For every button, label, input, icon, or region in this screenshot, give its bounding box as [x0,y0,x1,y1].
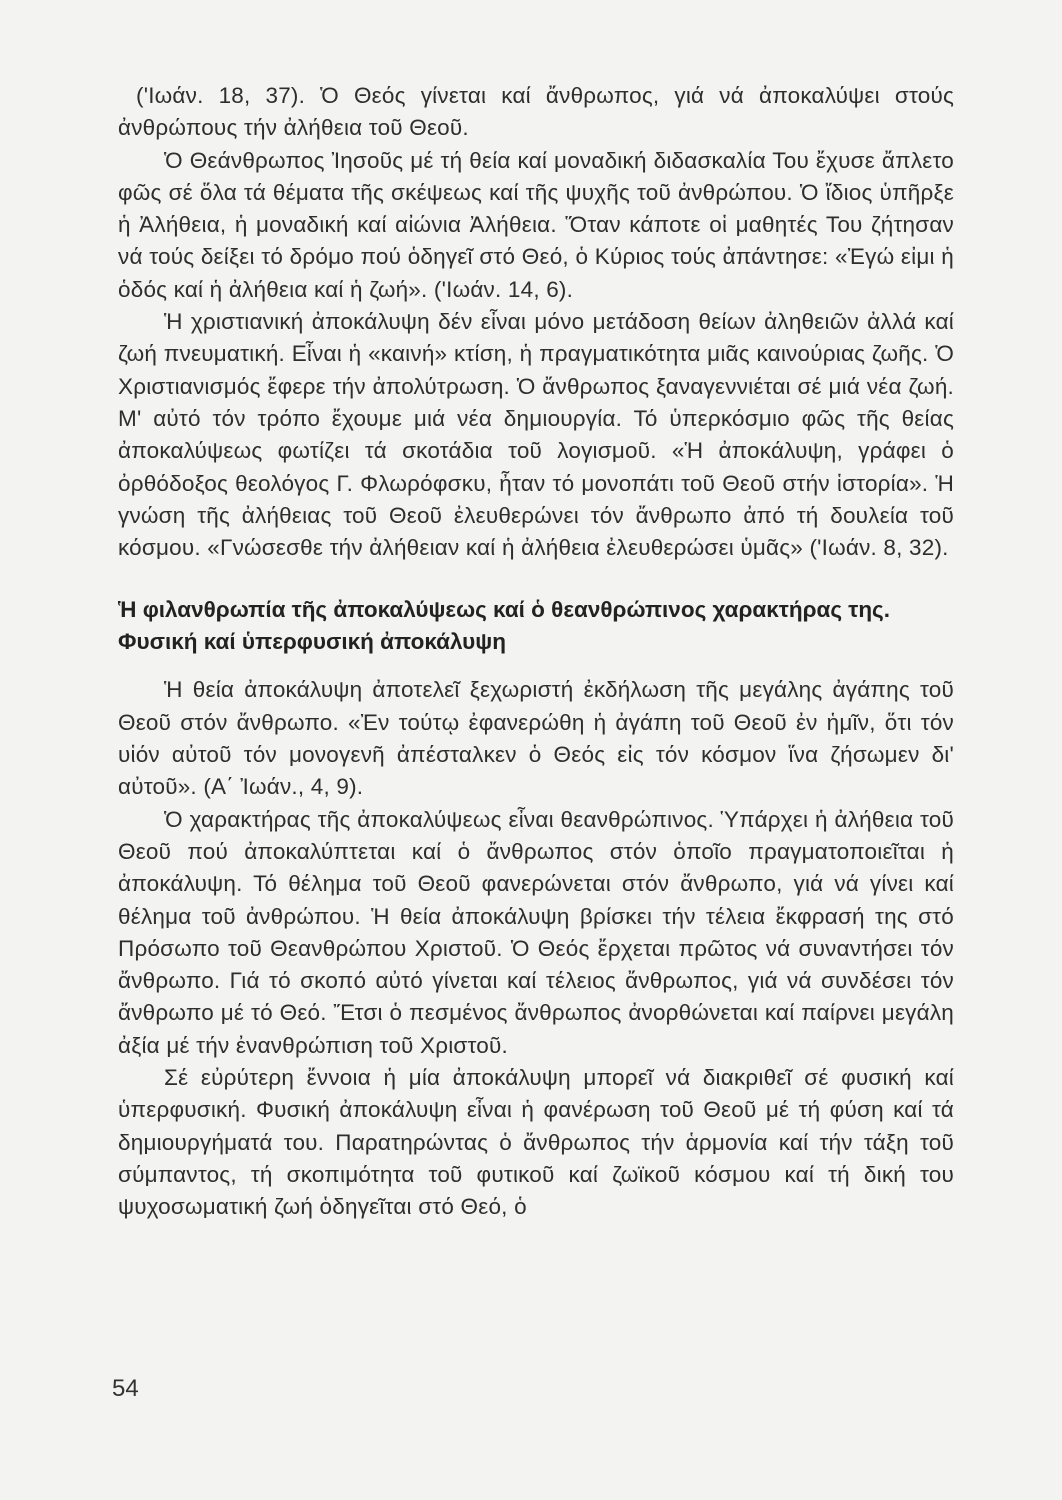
section-heading-line-2: Φυσική καί ὑπερφυσική ἀποκάλυψη [118,629,506,655]
paragraph-1: ('Ιωάν. 18, 37). Ὁ Θεός γίνεται καί ἄνθρωπος, γιά νά ἀποκαλύψει στούς ἀνθρώπους τήν ἀλήθεια τοῦ Θεοῦ. [118,83,954,141]
section-heading-line-1: Ἡ φιλανθρωπία τῆς ἀποκαλύψεως καί ὁ θεανθρώπινος χαρακτήρας της. [118,597,891,623]
spacer [118,658,954,674]
page-number: 54 [112,1375,139,1402]
paragraph-5: Ὁ χαρακτήρας τῆς ἀποκαλύψεως εἶναι θεανθρώπινος. Ὑπάρχει ἡ ἀλήθεια τοῦ Θεοῦ πού ἀποκαλύπτεται καί ὁ ἄνθρωπος στόν ὁποῖο πραγματοποιεῖται ἡ ἀποκάλυψη. Τό θέλημα τοῦ Θεοῦ φανερώνεται στόν ἄνθρωπο, γιά νά γίνει καί θέλημα τοῦ ἀνθρώπου. Ἡ θεία ἀποκάλυψη βρίσκει τήν τέλεια ἔκφρασή της στό Πρόσωπο τοῦ Θεανθρώπου Χριστοῦ. Ὁ Θεός ἔρχεται πρῶτος νά συναντήσει τόν ἄνθρωπο. Γιά τό σκοπό αὐτό γίνεται καί τέλειος ἄνθρωπος, γιά νά συνδέσει τόν ἄνθρωπο μέ τό Θεό. Ἔτσι ὁ πεσμένος ἄνθρωπος ἀνορθώνεται καί παίρνει μεγάλη ἀξία μέ τήν ἐνανθρώπιση τοῦ Χριστοῦ. [118,806,954,1058]
paragraph-4: Ἡ θεία ἀποκάλυψη ἀποτελεῖ ξεχωριστή ἐκδήλωση τῆς μεγάλης ἀγάπης τοῦ Θεοῦ στόν ἄνθρωπο. «Ἐν τούτῳ ἐφανερώθη ἡ ἀγάπη τοῦ Θεοῦ ἐν ἡμῖν, ὅτι τόν υἱόν αὐτοῦ τόν μονογενῆ ἀπέσταλκεν ὁ Θεός εἰς τόν κόσμον ἵνα ζήσωμεν δι' αὐτοῦ». (Α΄ Ἰωάν., 4, 9). [118,677,954,800]
spacer [118,564,954,594]
paragraph-3: Ἡ χριστιανική ἀποκάλυψη δέν εἶναι μόνο μετάδοση θείων ἀληθειῶν ἀλλά καί ζωή πνευματική. Εἶναι ἡ «καινή» κτίση, ἡ πραγματικότητα μιᾶς καινούριας ζωῆς. Ὁ Χριστιανισμός ἔφερε τήν ἀπολύτρωση. Ὁ ἄνθρωπος ξαναγεννιέται σέ μιά νέα ζωή. Μ' αὐτό τόν τρόπο ἔχουμε μιά νέα δημιουργία. Τό ὑπερκόσμιο φῶς τῆς θείας ἀποκαλύψεως φωτίζει τά σκοτάδια τοῦ λογισμοῦ. «Ἡ ἀποκάλυψη, γράφει ὁ ὀρθόδοξος θεολόγος Γ. Φλωρόφσκυ, ἦταν τό μονοπάτι τοῦ Θεοῦ στήν ἱστορία». Ἡ γνώση τῆς ἀλήθειας τοῦ Θεοῦ ἐλευθερώνει τόν ἄνθρωπο ἀπό τή δουλεία τοῦ κόσμου. «Γνώσεσθε τήν ἀλήθειαν καί ἡ ἀλήθεια ἐλευθερώσει ὑμᾶς» ('Ιωάν. 8, 32). [118,309,954,561]
section-heading [118,594,954,658]
page-body [118,80,954,1224]
paragraph-2: Ὁ Θεάνθρωπος Ἰησοῦς μέ τή θεία καί μοναδική διδασκαλία Του ἔχυσε ἄπλετο φῶς σέ ὅλα τά θέματα τῆς σκέψεως καί τῆς ψυχῆς τοῦ ἀνθρώπου. Ὁ ἴδιος ὑπῆρξε ἡ Ἀλήθεια, ἡ μοναδική καί αἰώνια Ἀλήθεια. Ὅταν κάποτε οἱ μαθητές Του ζήτησαν νά τούς δείξει τό δρόμο πού ὁδηγεῖ στό Θεό, ὁ Κύριος τούς ἀπάντησε: «Ἐγώ εἰμι ἡ ὁδός καί ἡ ἀλήθεια καί ἡ ζωή». ('Ιωάν. 14, 6). [118,147,954,302]
paragraph-6: Σέ εὐρύτερη ἔννοια ἡ μία ἀποκάλυψη μπορεῖ νά διακριθεῖ σέ φυσική καί ὑπερφυσική. Φυσική ἀποκάλυψη εἶναι ἡ φανέρωση τοῦ Θεοῦ μέ τή φύση καί τά δημιουργήματά του. Παρατηρώντας ὁ ἄνθρωπος τήν ἁρμονία καί τήν τάξη τοῦ σύμπαντος, τή σκοπιμότητα τοῦ φυτικοῦ καί ζωϊκοῦ κόσμου καί τή δική του ψυχοσωματική ζωή ὁδηγεῖται στό Θεό, ὁ [118,1065,954,1220]
